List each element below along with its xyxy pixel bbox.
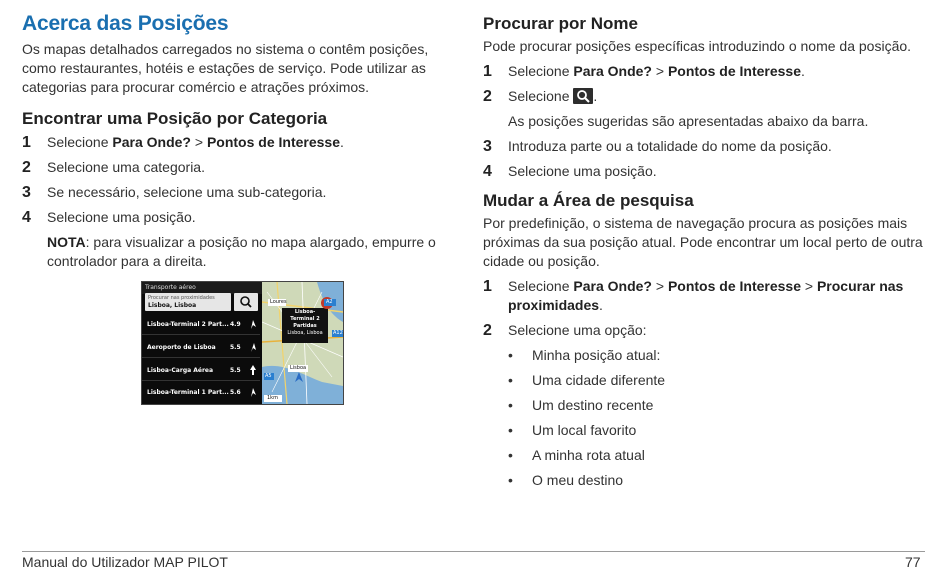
right-column xyxy=(483,12,923,490)
map-road-label: A5 xyxy=(265,373,272,379)
search-icon xyxy=(573,88,593,104)
name-step-4: 4 Selecione uma posição. xyxy=(483,163,657,180)
section-title-name-search: Procurar por Nome xyxy=(483,14,638,33)
device-result-row: Aeroporto de Lisboa 5.5 xyxy=(142,337,260,358)
option-item: • Uma cidade diferente xyxy=(508,372,666,388)
footer-divider xyxy=(22,551,925,552)
option-item: • A minha rota atual xyxy=(508,447,645,463)
option-item: • Um destino recente xyxy=(508,397,654,413)
page-number: 77 xyxy=(905,554,921,570)
step-number: 1 xyxy=(483,278,492,295)
direction-arrow-icon xyxy=(248,386,258,398)
page-title: Acerca das Posições xyxy=(22,12,229,35)
device-search-button xyxy=(234,293,258,311)
section-title-search-area: Mudar a Área de pesquisa xyxy=(483,191,694,210)
map-road-label: A12 xyxy=(333,330,343,336)
category-step-3: 3 Se necessário, selecione uma sub-categoria. xyxy=(22,184,327,201)
direction-arrow-icon xyxy=(248,318,258,330)
name-step-1: 1 Selecione Para Onde? > Pontos de Interesse. xyxy=(483,63,805,80)
map-popup: Lisboa- Terminal 2 Partidas Lisboa, Lisboa xyxy=(287,309,323,336)
footer-manual-title: Manual do Utilizador MAP PILOT xyxy=(22,554,228,570)
device-results-list xyxy=(142,282,262,404)
area-step-1: 1 Selecione Para Onde? > Pontos de Interesse > Procurar nas proximidades. xyxy=(483,278,904,313)
note-paragraph: NOTA: para visualizar a posição no mapa alargado, empurre o controlador para a direita. xyxy=(47,234,436,269)
direction-arrow-icon xyxy=(248,341,258,353)
step-number: 3 xyxy=(22,184,31,201)
name-step-2: 2 Selecione . xyxy=(483,88,598,105)
category-step-1: 1 Selecione Para Onde? > Pontos de Interesse. xyxy=(22,134,344,151)
device-search-field: Procurar nas proximidades Lisboa, Lisboa xyxy=(145,293,231,311)
step-number: 2 xyxy=(483,322,492,339)
device-result-row: Lisboa-Terminal 1 Part... 5.6 xyxy=(142,382,260,402)
intro-paragraph: Os mapas detalhados carregados no sistema o contêm posições, como restaurantes, hotéis e estações de serviço. Pode utilizar as categorias para procurar comércio e atrações próximos. xyxy=(22,41,429,95)
step-number: 3 xyxy=(483,138,492,155)
section-title-category: Encontrar uma Posição por Categoria xyxy=(22,109,328,128)
category-step-4: 4 Selecione uma posição. xyxy=(22,209,196,226)
step-number: 1 xyxy=(22,134,31,151)
area-step-2: 2 Selecione uma opção: xyxy=(483,322,647,339)
option-item: • Minha posição atual: xyxy=(508,347,661,363)
map-road-label: A2 xyxy=(326,299,333,305)
device-screenshot xyxy=(141,281,344,405)
step-number: 2 xyxy=(483,88,492,105)
map-label-city: Lisboa xyxy=(290,365,307,371)
search-icon xyxy=(234,293,258,311)
device-result-row: Lisboa-Terminal 2 Part... 4.9 xyxy=(142,314,260,335)
device-category-header: Transporte aéreo xyxy=(142,282,262,294)
step-number: 4 xyxy=(483,163,492,180)
map-scale: 1km xyxy=(267,395,278,401)
device-map xyxy=(262,282,343,404)
search-area-intro: Por predefinição, o sistema de navegação procura as posições mais próximas da sua posição atual. Pode encontrar um local perto de outra cidade ou posição. xyxy=(483,215,923,269)
category-step-2: 2 Selecione uma categoria. xyxy=(22,159,205,176)
name-step-3: 3 Introduza parte ou a totalidade do nome da posição. xyxy=(483,138,832,155)
step-number: 2 xyxy=(22,159,31,176)
note-label: NOTA xyxy=(47,234,86,250)
step-number: 4 xyxy=(22,209,31,226)
name-step-2-detail: As posições sugeridas são apresentadas abaixo da barra. xyxy=(508,113,869,129)
option-item: • O meu destino xyxy=(508,472,624,488)
direction-arrow-icon xyxy=(248,364,258,376)
step-number: 1 xyxy=(483,63,492,80)
device-result-row: Lisboa-Carga Aérea 5.5 xyxy=(142,360,260,381)
left-column xyxy=(22,12,462,271)
option-item: • Um local favorito xyxy=(508,422,637,438)
name-search-intro: Pode procurar posições específicas introduzindo o nome da posição. xyxy=(483,38,912,54)
map-label-city: Loures xyxy=(270,299,287,305)
